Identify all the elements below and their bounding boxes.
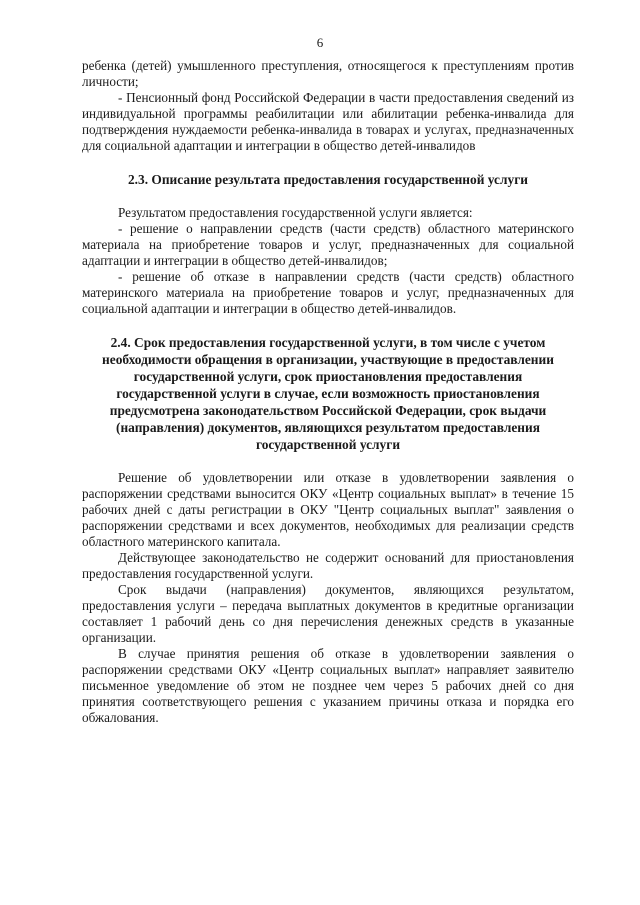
section-2-4-paragraph-2: Действующее законодательство не содержит оснований для приостановления предоставления государственной услуги. (82, 550, 574, 581)
document-body (82, 58, 574, 726)
section-2-4-paragraph-3: Срок выдачи (направления) документов, являющихся результатом, предоставления услуги – передача выплатных документов в кредитные организации составляет 1 рабочий день со дня перечисления денежных средств в указанные организации. (82, 582, 574, 645)
intro-paragraph-2: - Пенсионный фонд Российской Федерации в части предоставления сведений из индивидуальной программы реабилитации или абилитации ребенка-инвалида для подтверждения нуждаемости ребенка-инвалида в товарах и услугах, предназначенных для социальной адаптации и интеграции в общество детей-инвалидов (82, 90, 574, 153)
section-2-4-paragraph-1: Решение об удовлетворении или отказе в удовлетворении заявления о распоряжении средствами выносится ОКУ «Центр социальных выплат» в течение 15 рабочих дней с даты регистрации в ОКУ "Центр социальных выплат" заявления о распоряжении средствами и всех документов, необходимых для реализации средств областного материнского капитала. (82, 470, 574, 549)
section-2-3-heading: 2.3. Описание результата предоставления государственной услуги (127, 172, 529, 187)
page-number: 6 (316, 35, 324, 50)
section-2-4-paragraph-4: В случае принятия решения об отказе в удовлетворении заявления о распоряжении средствами ОКУ «Центр социальных выплат» направляет заявителю письменное уведомление об этом не позднее чем через 5 рабочих дней со дня принятия соответствующего решения с указанием причины отказа и порядка его обжалования. (82, 646, 574, 725)
section-2-3-item-1: - решение о направлении средств (части средств) областного материнского материала на приобретение товаров и услуг, предназначенных для социальной адаптации и интеграции в общество детей-инвалидов; (82, 221, 574, 268)
section-2-4-heading: 2.4. Срок предоставления государственной услуги, в том числе с учетом необходимости обращения в организации, участвующие в предоставлении государственной услуги, срок приостановления предоставления государственной услуги в случае, если возможность приостановления предусмотрена законодательством Российской Федерации, срок выдачи (направления) документов, являющихся результатом предоставления государственной услуги (102, 335, 554, 452)
section-2-3-item-2: - решение об отказе в направлении средств (части средств) областного материнского материала на приобретение товаров и услуг, предназначенных для социальной адаптации и интеграции в общество детей-инвалидов. (82, 269, 574, 316)
intro-paragraph-1: ребенка (детей) умышленного преступления, относящегося к преступлениям против личности; (82, 58, 574, 89)
section-2-3-lead: Результатом предоставления государственной услуги является: (118, 205, 473, 220)
